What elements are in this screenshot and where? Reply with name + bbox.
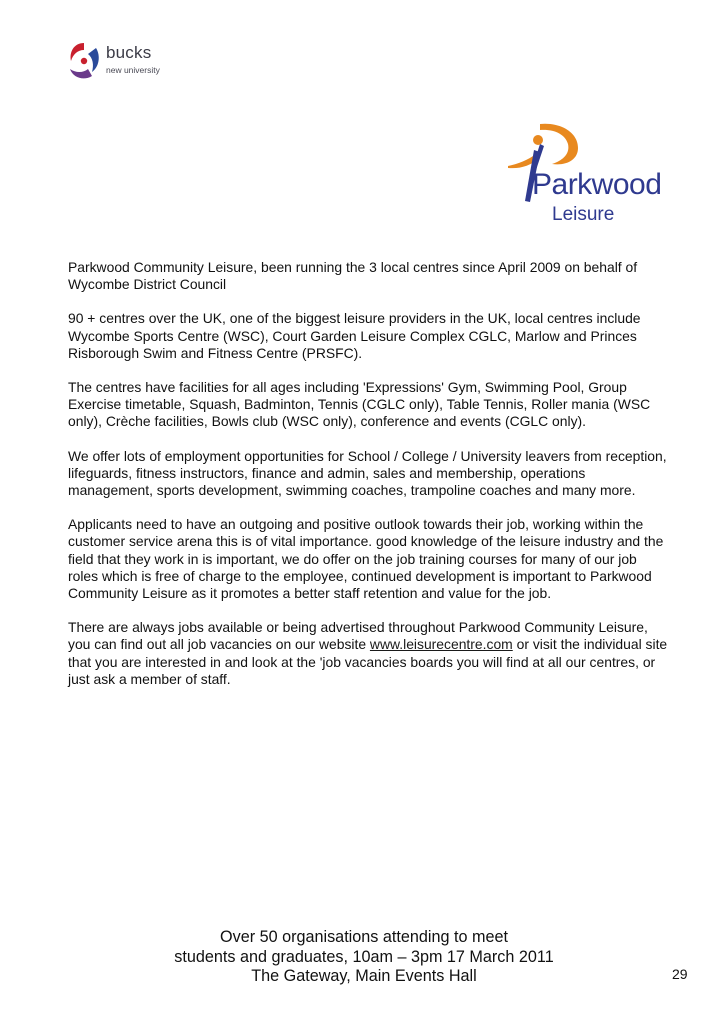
event-footer xyxy=(90,928,638,987)
website-link[interactable]: www.leisurecentre.com xyxy=(369,636,513,653)
page-number: 29 xyxy=(672,966,688,982)
body-text xyxy=(68,259,668,705)
paragraph-centres: 90 + centres over the UK, one of the biggest leisure providers in the UK, local centres include Wycombe Sports Centre (WSC), Court Garden Leisure Complex CGLC, Marlow and Princes Risborough Swim and Fitness Centre (PRSFC). xyxy=(68,310,641,361)
vacancies-text-end: or visit the individual site that you are interested in and look at the 'job vacancies boards you will find at all our centres, or just ask a member of staff. xyxy=(68,636,668,687)
bucks-new-university-logo xyxy=(66,38,196,86)
paragraph-employment: We offer lots of employment opportunities for School / College / University leavers from reception, lifeguards, fitness instructors, finance and admin, sales and membership, operations management, sports development, swimming coaches, trampoline coaches and many more. xyxy=(68,447,667,499)
vacancies-text-start: There are always jobs available or being advertised throughout Parkwood Community Leisure, you can find out all job vacancies on our website xyxy=(68,619,648,653)
footer-line-2: students and graduates, 10am – 3pm 17 March 2011 xyxy=(174,947,554,966)
bucks-subtitle: new university xyxy=(106,65,160,75)
footer-line-3: The Gateway, Main Events Hall xyxy=(251,967,477,985)
footer-line-1: Over 50 organisations attending to meet xyxy=(220,928,508,946)
paragraph-facilities: The centres have facilities for all ages including 'Expressions' Gym, Swimming Pool, Group Exercise timetable, Squash, Badminton, Tennis (CGLC only), Table Tennis, Roller mania (WSC only), Crèche facilities, Bowls club (WSC only), conference and events (CGLC only). xyxy=(68,379,651,430)
bucks-wordmark: bucks xyxy=(106,43,152,62)
leisure-wordmark: Leisure xyxy=(552,204,615,225)
parkwood-wordmark: Parkwood xyxy=(532,168,662,201)
parkwood-leisure-logo xyxy=(500,120,670,230)
paragraph-applicants: Applicants need to have an outgoing and positive outlook towards their job, working within the customer service arena this is of vital importance. good knowledge of the leisure industry and the field that they work in is important, we do offer on the job training courses for many of our job roles which is free of charge to the employee, continued development is important to Parkwood Community Leisure as it promotes a better staff retention and value for the job. xyxy=(68,516,664,602)
bucks-swirl-icon xyxy=(66,40,102,82)
paragraph-vacancies xyxy=(68,619,668,688)
paragraph-about: Parkwood Community Leisure, been running the 3 local centres since April 2009 on behalf of Wycombe District Council xyxy=(68,259,638,293)
